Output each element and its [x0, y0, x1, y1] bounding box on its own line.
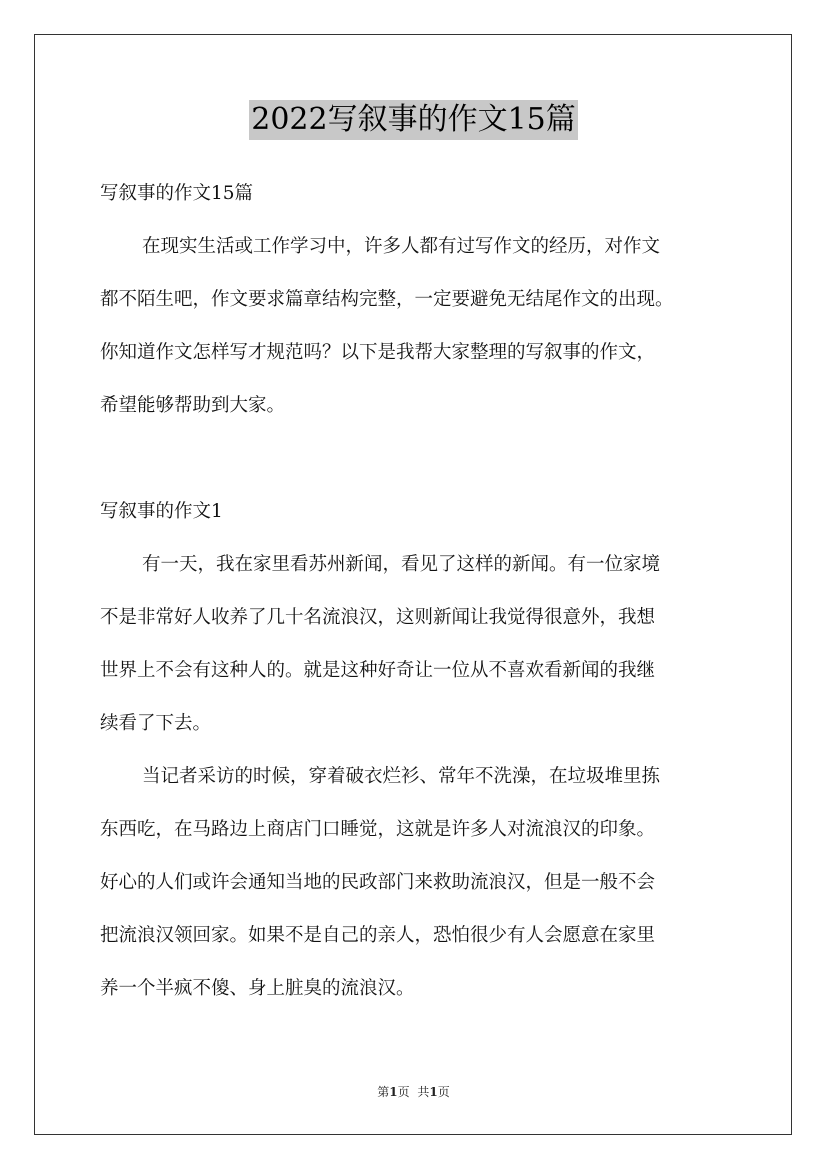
- paragraph-line: 好心的人们或许会通知当地的民政部门来救助流浪汉，但是一般不会: [100, 872, 656, 893]
- document-body: [100, 178, 740, 1026]
- paragraph-line: 世界上不会有这种人的。就是这种好奇让一位从不喜欢看新闻的我继: [100, 660, 656, 681]
- paragraph-line: 把流浪汉领回家。如果不是自己的亲人，恐怕很少有人会愿意在家里: [100, 925, 656, 946]
- total-prefix: 共: [417, 1085, 430, 1099]
- intro-paragraph: [100, 231, 740, 443]
- blank-line: [100, 443, 740, 496]
- paragraph-line: 续看了下去。: [100, 713, 212, 734]
- intro-line: 希望能够帮助到大家。: [100, 395, 286, 416]
- intro-line: 你知道作文怎样写才规范吗？以下是我帮大家整理的写叙事的作文，: [100, 342, 656, 363]
- essay-heading: 写叙事的作文1: [100, 501, 223, 522]
- page-footer: [0, 1083, 827, 1101]
- document-title: 2022写叙事的作文15篇: [249, 100, 578, 140]
- intro-line: 在现实生活或工作学习中，许多人都有过写作文的经历，对作文: [142, 236, 661, 257]
- paragraph-line: 养一个半疯不傻、身上脏臭的流浪汉。: [100, 978, 415, 999]
- page-suffix: 页: [397, 1085, 410, 1099]
- title-area: [0, 100, 827, 140]
- paragraph-line: 东西吃，在马路边上商店门口睡觉，这就是许多人对流浪汉的印象。: [100, 819, 656, 840]
- page-prefix: 第: [377, 1085, 390, 1099]
- page-number: 1: [389, 1085, 398, 1099]
- paragraph-line: 当记者采访的时候，穿着破衣烂衫、常年不洗澡，在垃圾堆里拣: [142, 766, 661, 787]
- intro-line: 都不陌生吧，作文要求篇章结构完整，一定要避免无结尾作文的出现。: [100, 289, 674, 310]
- subtitle: 写叙事的作文15篇: [100, 183, 254, 204]
- total-pages: 1: [429, 1085, 438, 1099]
- essay-paragraph-1: [100, 549, 740, 761]
- essay-paragraph-2: [100, 761, 740, 1026]
- paragraph-line: 有一天，我在家里看苏州新闻，看见了这样的新闻。有一位家境: [142, 554, 661, 575]
- paragraph-line: 不是非常好人收养了几十名流浪汉，这则新闻让我觉得很意外，我想: [100, 607, 656, 628]
- total-suffix: 页: [437, 1085, 450, 1099]
